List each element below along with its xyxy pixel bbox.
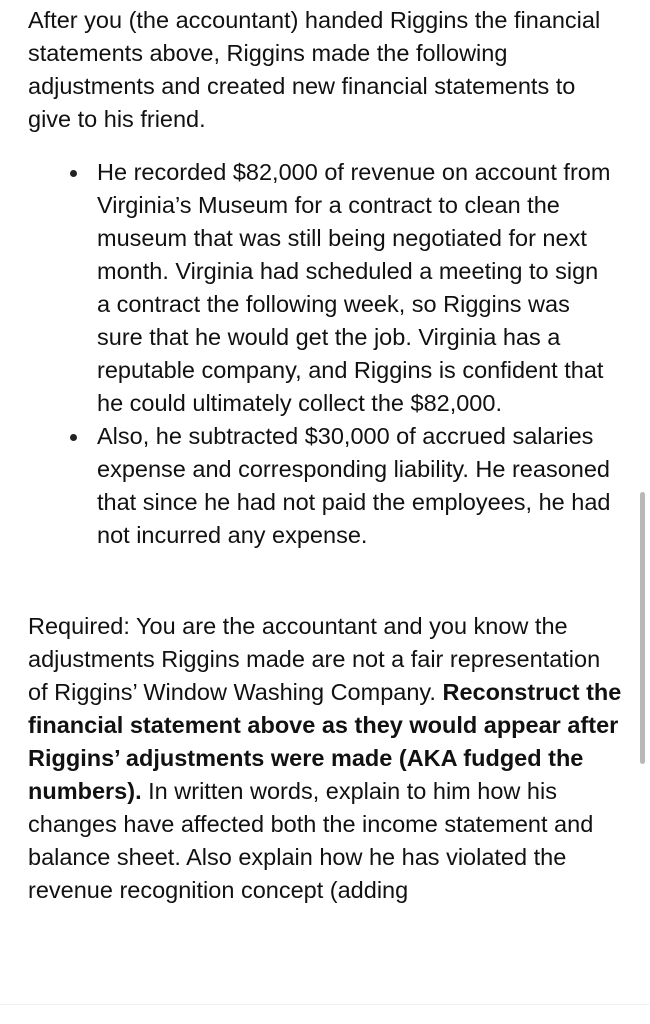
required-lead-text: Required: You are the accountant and you know the adjustments Riggins made are not a fair representation of Riggins’ Window Washing Company. <box>28 613 601 705</box>
list-item: He recorded $82,000 of revenue on account from Virginia’s Museum for a contract to clean the museum that was still being negotiated for next month. Virginia had scheduled a meeting to sign a contract the following week, so Riggins was sure that he would get the job. Virginia has a reputable company, and Riggins is confident that he could ultimately collect the $82,000. <box>97 156 617 420</box>
document-body <box>28 4 628 907</box>
required-rest-text: In written words, explain to him how his changes have affected both the income statement and balance sheet. Also explain how he has violated the revenue recognition concept (adding <box>28 778 594 903</box>
intro-paragraph: After you (the accountant) handed Riggins the financial statements above, Riggins made the following adjustments and created new financial statements to give to his friend. <box>28 7 601 132</box>
list-item: Also, he subtracted $30,000 of accrued salaries expense and corresponding liability. He reasoned that since he had not paid the employees, he had not incurred any expense. <box>97 420 617 552</box>
required-paragraph <box>28 610 624 907</box>
adjustments-list <box>28 156 617 552</box>
bottom-edge <box>0 1004 650 1024</box>
vertical-scrollbar[interactable] <box>640 492 645 764</box>
required-bold-text: Reconstruct the financial statement above as they would appear after Riggins’ adjustments were made (AKA fudged the numbers). <box>28 679 622 804</box>
